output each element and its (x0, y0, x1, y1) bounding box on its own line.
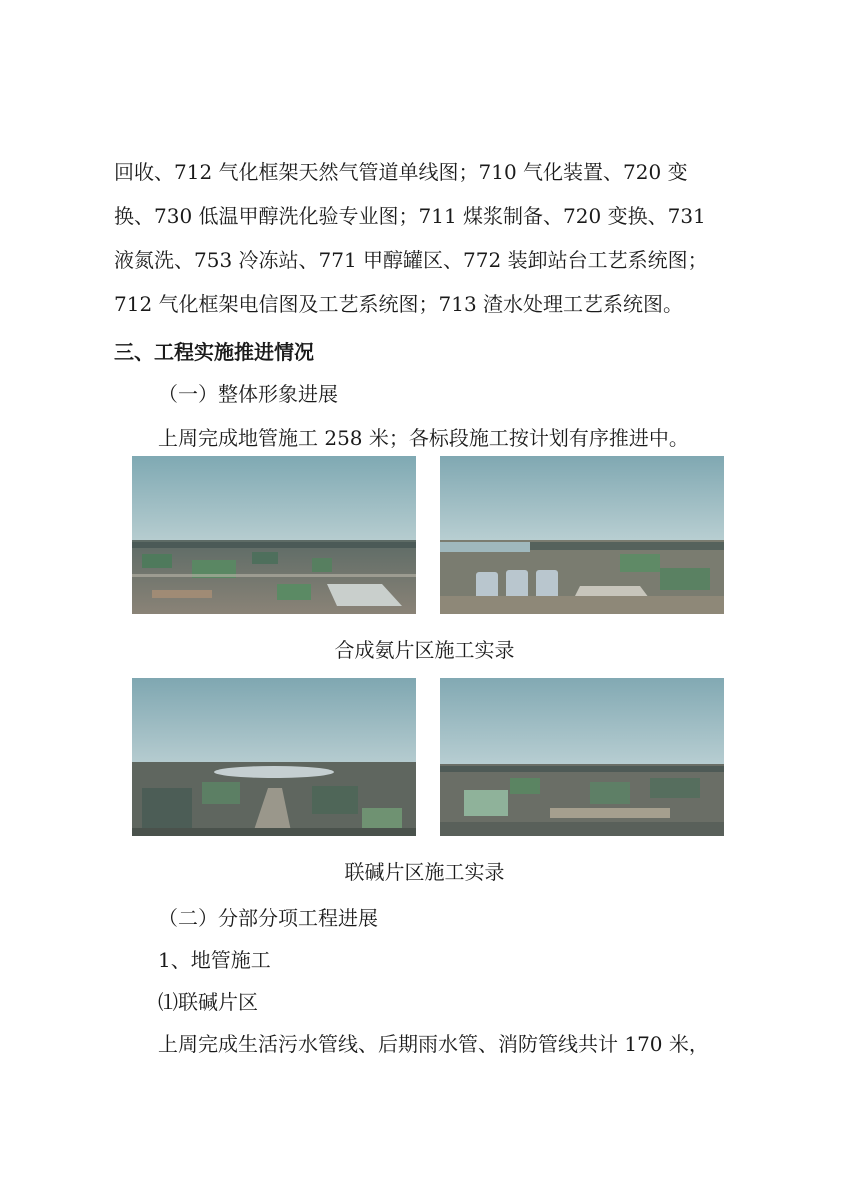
paragraph-line-2: 换、730 低温甲醇洗化验专业图；711 煤浆制备、720 变换、731 (114, 204, 706, 228)
paragraph-line-4: 712 气化框架电信图及工艺系统图；713 渣水处理工艺系统图。 (114, 292, 684, 316)
photo-group-1-caption: 合成氨片区施工实录 (334, 638, 515, 662)
construction-photo-ammonia-2 (440, 456, 724, 614)
construction-photo-soda-2 (440, 678, 724, 836)
item1-sub: ⑴联碱片区 (158, 990, 258, 1014)
paragraph-line-1: 回收、712 气化框架天然气管道单线图；710 气化装置、720 变 (114, 160, 688, 184)
item1-heading: 1、地管施工 (158, 948, 271, 972)
sub1-heading: （一）整体形象进展 (158, 382, 338, 406)
item1-text: 上周完成生活污水管线、后期雨水管、消防管线共计 170 米， (158, 1032, 709, 1056)
paragraph-line-3: 液氮洗、753 冷冻站、771 甲醇罐区、772 装卸站台工艺系统图； (114, 248, 708, 272)
construction-photo-ammonia-1 (132, 456, 416, 614)
sub1-text: 上周完成地管施工 258 米；各标段施工按计划有序推进中。 (158, 426, 689, 450)
sub2-heading: （二）分部分项工程进展 (158, 906, 378, 930)
construction-photo-soda-1 (132, 678, 416, 836)
photo-group-2-caption: 联碱片区施工实录 (344, 860, 505, 884)
section3-heading: 三、工程实施推进情况 (114, 340, 314, 364)
